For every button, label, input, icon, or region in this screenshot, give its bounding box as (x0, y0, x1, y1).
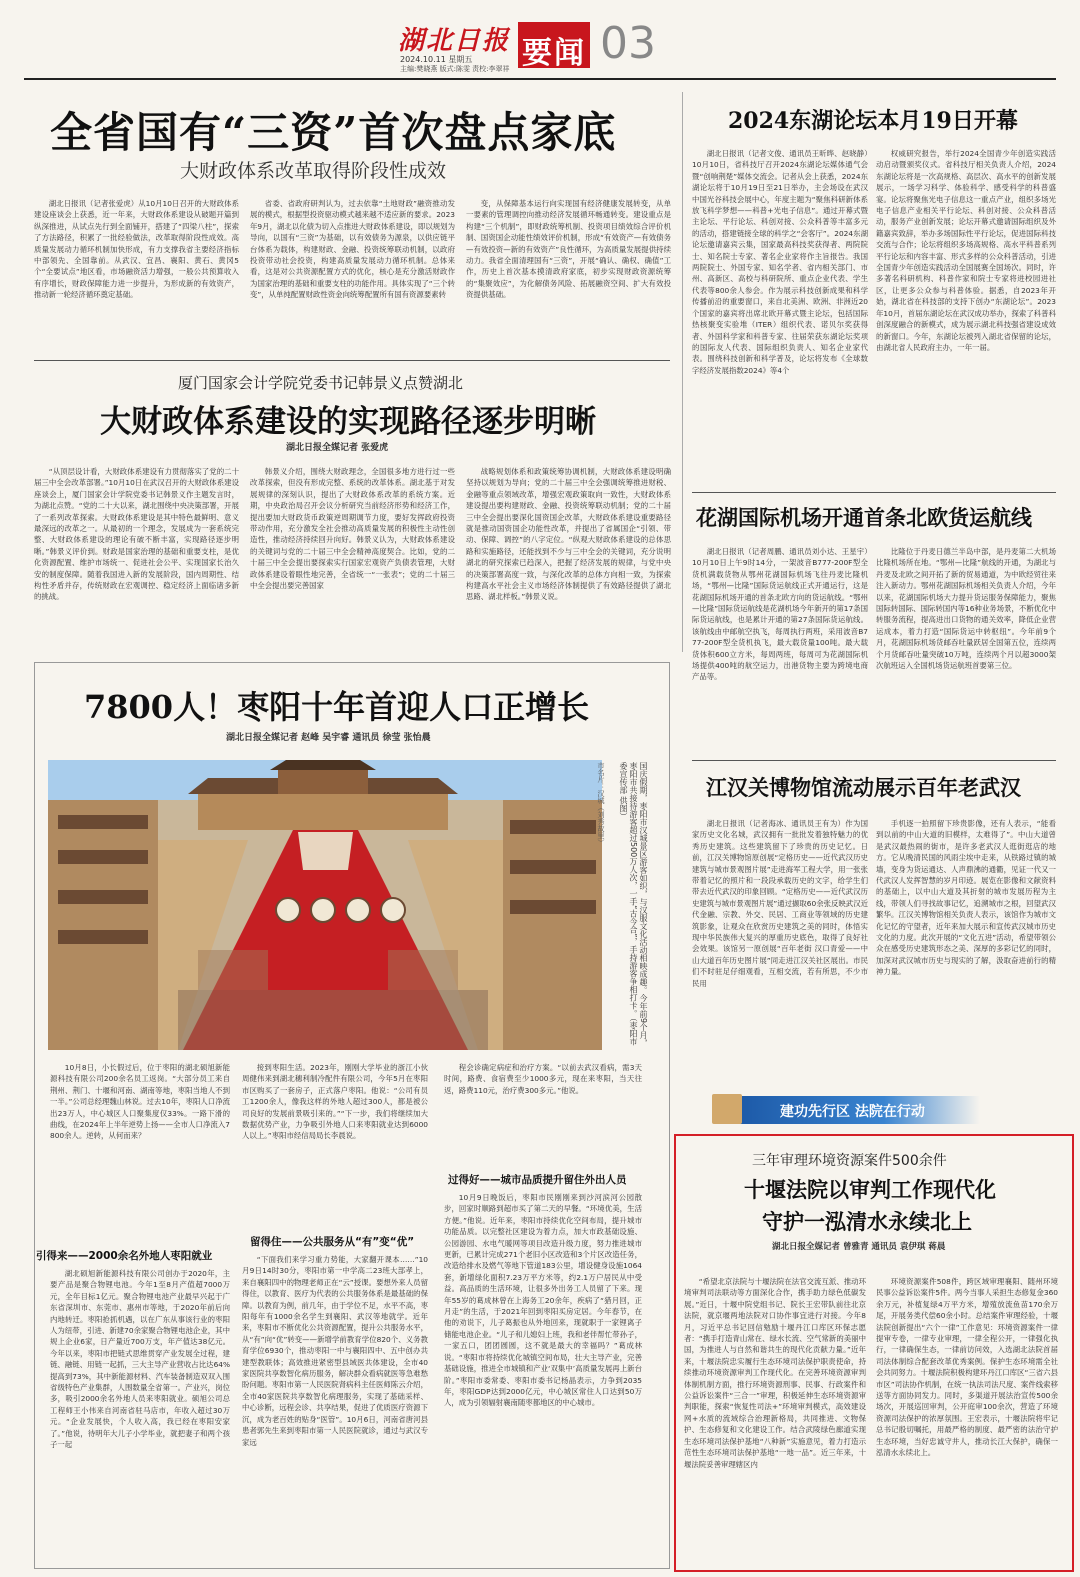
photo-caption-text: 国庆假期，枣阳市汉城景区游客如织，与汉服文化活动相映成趣。今年前9个月，枣阳市共接待游客超过500万人次，一手“古今合”，手持游客争相打卡。（枣阳市委宣传部 供图） (619, 762, 648, 1048)
court-col1: “希望北京法院与十堰法院在法官交流互派、推动环境审判司法联动等方面深化合作，携手助力绿色低碳发展。”近日，十堰中院党组书记、院长王宏带队前往北京法院，就京堰两地法院对口协作事宜进行对接。今年8月，习近平总书记回信勉励十堰丹江口库区环保志愿者：“携手打造青山常在、绿水长流、空气常新的美丽中国，为推进人与自然和谐共生的现代化贡献力量。”近年来，十堰法院忠实履行生态环境司法保护职责使命，持续推动环境资源审判工作现代化。在完善环境资源审判体制机制方面，推行环境资源刑事、民事、行政案件和公益诉讼案件“三合一”审理，积极延伸生态环境资源审判职能，探索“恢复性司法+”环境审判模式，高效建设网+水质的流域综合治理新格局，共同推进、文物保护、生态修复和文化建设工作。结合武陵绿色廊道实现生态环境司法保护基地“八种新”实施意见，着力打造示范性生态环境司法保护基地“一地一品”。近三年来，十堰法院妥善审理辖区内 (684, 1277, 866, 1469)
jianghan-col1: 湖北日报讯（记者海冰、通讯员王有为）作为国家历史文化名城，武汉拥有一批批发着独特魅力的优秀历史建筑。这些建筑留下了珍贵的历史记忆。日前，江汉关博物馆原创展“定格历史——近代武汉历史建筑与城市景观图片展”走进海军工程大学，用一张张带着记忆的照片和一段段承载历史的文字，给学生们带去近代武汉的印象回顾。“定格历史——近代武汉历史建筑与城市景观图片展”通过撷取60余张反映武汉近代金融、宗教、外交、民居、工商业等领域的历史建筑影象，让观众在欣赏历史建筑之美的同时，体悟实现中华民族伟大复兴的厚重历史底色，取得了良好社会效果。该馆另一原创展“百年老街 汉口青爱——中山大道百年历史图片展”同走进江汉关社区展出。市民们不时驻足仔细观看，互相交流，若有所思，不少市民用 (692, 819, 868, 988)
section-name: 要闻 (522, 36, 586, 71)
zaoyang-headline: 7800人！枣阳十年首迎人口正增长 (84, 688, 590, 726)
photo-caption-sub-text: 市名片：汉城（刘秀故里） (597, 762, 605, 846)
zaoyang-photo-caption (608, 762, 648, 1052)
masthead (0, 0, 1080, 78)
lead-subhead: 大财政体系改革取得阶段性成效 (180, 160, 447, 182)
huahu-col1: 湖北日报讯（记者周鹏、通讯员刘小达、王星宇）10月10日上午9时14分，一架波音B777-200F型全货机满载货物从鄂州花湖国际机场飞往丹麦比隆机场，“鄂州—比隆”国际货运航线正式开通运行，这是花湖国际机场开通的首条北欧方向的货运航线。“鄂州—比隆”国际货运航线是花湖机场今年新开的第17条国际货运航线，也是累计开通的第27条国际货运航线。该航线由中邮航空执飞，每周执行两班，采用波音B777-200F型全货机执飞，最大载货量100吨。最大载货体积600立方米，每周两班，每周可为花湖国际机场提供400吨的航空运力，出港货物主要为跨境电商产品等。 (692, 547, 868, 682)
zaoyang-col2b: “下面我们来学习重力势能，大家翻开课本……”10月9日14时30分，枣阳市第一中学高二23班大部孝上，来自襄阳四中的物理老师正在“云”授课。要想外来人员留得住，以教育、医疗为代表的公共服务体系是最基础的保障。以教育为例，前几年，由于学位不足，水平不高，枣阳每年有1000余名学生到襄阳、武汉等地就学。近年来，枣阳市不断优化公共资源配置，提升公共服务水平，从“有”向“优”转变——新增学前教育学位820个、义务教育学位6930个，推动枣阳一中与襄阳四中、五中创办共建型教联体；高效推进紧密型县域医共体建设，全市40家医院共享数智化病历服务，解决群众看病就医等急难愁盼问题。枣阳市第一人民医院肾病科主任医师陈云介绍，全市40家医院共享数智化病理服务，实现了基础采样、中心诊断，远程会诊、共享结果，促进了优质医疗资源下沉，成为老百姓的贴身“医管”。10月6日，河南省唐河县患者郭先生来到枣阳市第一人民医院就诊，通过与武汉专家远 (242, 1255, 428, 1447)
donghu-headline: 2024东湖论坛本月19日开幕 (728, 108, 1018, 134)
huahu-headline: 花湖国际机场开通首条北欧货运航线 (696, 505, 1032, 530)
zaoyang-col1b: 湖北硕旭新能源科技有限公司创办于2020年，主要产品是聚合物锂电池。今年1至8月产值超7000万元，全年目标1亿元。聚合物锂电池产业最早兴起于广东省深圳市、东莞市、惠州市等地，于2020年前后向内地转迁。枣阳抢抓机遇，以在广东从事该行业的枣阳人为纽带，引进、新建70余家聚合物锂电池企业，其中规上企业6家，日产量近700万支，年产值达38亿元。今年以来，枣阳市把链式思维贯穿产业发展全过程，建链、融链、用链一起抓，三大主导产业营收占比达64%提高到73%，其中新能源材料、汽车装备制造双双入围省级特色产业集群，人围数量全省第一。产业兴，岗位多，吸引2000余名外地人员来枣阳就业。硕旭公司总工程师王小伟来自河南省驻马店市，年收入超过30万元。“企业发展快，个人收入高，我已经在枣阳安家了。”他说，待明年大儿子小学毕业，就把妻子和两个孩子一起 (50, 1269, 230, 1450)
zaoyang-byline: 湖北日报全媒记者 赵峰 吴宇睿 通讯员 徐莹 张怡晨 (226, 733, 431, 743)
zaoyang-photo-caption-sub (596, 762, 606, 1052)
xiamen-col1: “从顶层设计看，大财政体系建设有力贯彻落实了党的二十届三中全会改革部署。”10月10日在武汉召开的大财政体系建设座谈会上，厦门国家会计学院党委书记韩景义作主题发言时，为湖北点赞。“党的二十大以来，湖北围绕中央决策部署，开展了一系列改革探索。大财政体系建设是其中特色最鲜明、意义最深远的改革之一。从最初的一个理念，发展成为一套系统完整、大财政体系建设的理论有破不断丰富，实现路径逐步明晰。”韩景义评价到。财政是国家治理的基础和重要支柱，是优化资源配置、维护市场统一、促进社会公平、实现国家长治久安的制度保障。随着我国进入新的发展阶段，国内周期性、结构性矛盾并存，传统财政在宏观调控、稳定经济上面临诸多新的挑战。 (34, 467, 239, 602)
zaoyang-col2: 接到枣阳生活。2023年，刚刚大学毕业的浙江小伙周健伟来到湖北穗利制冷配件有限公司，今年5月在枣阳市区购买了一套房子，正式落户枣阳。他说：“公司有员工1200余人，像我这样的外地人超过300人，都是被公司良好的发展前景吸引来的。”“下一步，我们将继续加大数据优势产业，力争吸引外地人口来枣阳就业达到6000人以上。”枣阳市经信局局长李晨说。 (242, 1063, 428, 1141)
huahu-col2: 比隆位于丹麦日德兰半岛中部，是丹麦第二大机场比隆机场所在地。“鄂州—比隆”航线的开通，为湖北与丹麦及北欧之间开拓了新的贸易通道，为中欧经贸往来注入新动力。鄂州花湖国际机场相关负责人介绍，今年以来，花湖国际机场大力提升货运服务保障能力，聚焦国际转国际、国际转国内等16种业务场景，不断优化中转服务流程，提高进出口货物的通关效率，降低企业营运成本，着力打造“国际货运中转枢纽”。今年前9个月，花湖国际机场货邮吞吐量跃居全国第五位，连续两个月货邮吞吐量突破10万吨，连续两个月以超3000架次航班运入全国机场货运航班首要第三位。 (876, 547, 1056, 671)
section-label (518, 22, 590, 71)
xiamen-byline: 湖北日报全媒记者 张爱虎 (286, 443, 389, 453)
court-kicker: 三年审理环境资源案件500余件 (752, 1153, 947, 1169)
lead-col1: 湖北日报讯（记者张爱虎）从10月10日召开的大财政体系建设座谈会上获悉，近一年来，大财政体系建设从破题开篇到纵深推进，从试点先行到全面铺开，搭建了“四梁八柱”，探索了方法路径，积累了一批经验做法，改革取得阶段性成效。高质量发展动力循环机制加快形成，有力支撑我省主要经济指标中部领先、全国靠前。从武汉、宜昌、襄阳、黄石、黄冈5个“全要试点”地区看，市场融资活力增强，一般公共预算收入有序增长，财政保障能力进一步提升，为形成新的有效资产，推动新一轮经济循环奠定基础。 (34, 199, 239, 300)
zaoyang-col3: 程会诊确定病症和治疗方案。“以前去武汉看病，需3天时间，路费、食宿费至少1000多元，现在来枣阳，当天往返，路费110元，治疗费300多元。”他说。 (444, 1063, 642, 1095)
court-byline: 湖北日报全媒记者 曾雅青 通讯员 袁伊琪 蒋晨 (772, 1242, 946, 1252)
court-banner (740, 1096, 980, 1124)
court-banner-text: 建功先行区 法院在行动 (780, 1104, 925, 1120)
zaoyang-sect3: 过得好——城市品质提升留住外出人员 (448, 1174, 627, 1186)
xiamen-col2: 韩景义介绍，围绕大财政理念，全国很多地方进行过一些改革探索，但没有形成完整、系统的改革体系。湖北基于对发展规律的深刻认识，提出了大财政体系改革的系统方案。近期，中央政治局召开会议分析研究当前经济形势和经济工作，提出要加大财政货币政策逆周期调节力度，要好发挥政府投资带动作用，充分激发全社会推动高质量发展的积极性主动性创造性，推动经济持续回升向好。韩景义认为，大财政体系建设的关键词与党的二十届三中全会精神高度契合。比如，党的二十届三中全会提出要探索实行国家宏观资产负债表管理，大财政体系建设着眼性地完善，全省统一“一张表”；党的二十届三中全会提出要完善国家 (250, 467, 455, 591)
court-headline-line1: 十堰法院以审判工作现代化 (744, 1177, 996, 1202)
jianghan-headline: 江汉关博物馆流动展示百年老武汉 (706, 775, 1021, 800)
court-headline-line2: 守护一泓清水永续北上 (762, 1209, 972, 1234)
donghu-col1: 湖北日报讯（记者文俊、通讯员王昕晔、赵晓静）10月10日，省科技厅召开2024东湖论坛媒体通气会暨“创响荆楚”媒体交流会。记者从会上获悉，2024东湖论坛将于10月19日至21日举办，主会场设在武汉中国光谷科技会展中心，年度主题为“聚焦科研新体系 放飞科学梦想——科普+光电子信息”。通过开幕式暨主论坛、平行论坛、科创对接、公众科普等丰富多元的活动，搭建链接全球的科学之“会客厅”。2024东湖论坛邀请嘉宾云集，国家最高科技奖获得者、两院院士、知名院士专家、著名企业家将作主旨报告。我国两院院士、外国专家、知名学者、省内相关部门、市州、高新区、高校与科研院所、重点企业代表、学生代表等800余人参会。作为展示科技创新成果和科学传播前沿的重要窗口，来自北美洲、欧洲、非洲近20个国家的嘉宾将出席北欧开幕式暨主论坛，包括国际热核聚变实验堆（ITER）组织代表、诺贝尔奖获得者、外国科学家和科普专家、往届荣获东湖论坛奖项的国际友人代表、国际组织负责人、知名企业家代表。围绕科技创新和科学普及，论坛将发布《全球数字经济发展指数2024》等4个 (692, 149, 868, 375)
photo-festival-square (48, 760, 602, 1050)
masthead-date: 2024.10.11 星期五 (400, 55, 473, 64)
donghu-col2: 权威研究报告，举行2024全国青少年创造实践活动启动暨颁奖仪式。省科技厅相关负责人介绍，2024东湖论坛将是一次高规格、高层次、高水平的创新发展展示，一场学习科学、体验科学、感受科学的科普盛宴。论坛将聚焦光电子信息这一重点产业，组织多场光电子信息产业相关平行论坛、科创对接、公众科普活动，服务产业创新发展；论坛开幕式邀请国际组织及外籍嘉宾致辞，举办多场国际性平行论坛，促进国际科技交流与合作；论坛将组织多场高规格、高水平科普系列平行论坛和内容丰富、形式多样的公众科普活动，引进全国青少年创造实践活动全国展赛全国场次。同时，许多著名科研机构、科普作家和院士专家将进校园进社区，让更多公众参与科普体验。据悉，自2023年开始，湖北省在科技部的支持下创办“东湖论坛”。2023年10月，首届东湖论坛在武汉成功举办，探索了科普科创深度融合的新模式，成为展示湖北科技强省建设成效的新窗口。今年，东湖论坛被列入湖北省保留的论坛，由湖北省人民政府主办，一年一届。 (876, 149, 1056, 352)
jianghan-col2: 手机逐一拍照留下珍贵影像，还有人表示，“能看到以前的中山大道的旧模样，太难得了”。中山大道曾是武汉最热闹的街市，是许多老武汉人逛街逛店的地方。它从晚清民国的风雨尘埃中走来，从铁路过镇的城墙，变身为货运通达、人声鼎沸的通衢，见证一代又一代武汉人发挥智慧的岁月印迹。展览在影像和文献资料的基础上，以中山大道及其折射的城市发展历程为主线，带领人们寻找故事记忆，追溯城市之根，回望武汉繁华。江汉关博物馆相关负责人表示，该馆作为城市文化记忆的守望者，近年来加大展示和宣传武汉城市历史文化的力度。此次开展的“文化五进”活动，希望带领公众在感受历史建筑形态之美、深厚的多彩记忆的同时，加深对武汉城市历史与现实的了解，汲取奋进前行的精神力量。 (876, 819, 1056, 977)
lead-col3: 变，从保障基本运行向实现国有经济健康发展转变，从单一要素的管理调控向推动经济发展循环畅通转变。建设重点是构建“三个机制”，即财政统筹机制、投资项目绩效综合评价机制、国资国企动能性绩效评价机制，形成“有效资产—有效债务—有效投资—新的有效资产”良性循环，为高质量发展提供持续动力。我省全面清理国有“三资”，开展“确认、确权、确值”工作，历史上首次基本摸清政府家底，初步实现财政资源统筹的“集聚效应”，为化解债务风险、拓展融资空间、扩大有效投资提供基础。 (466, 199, 671, 300)
masthead-editors: 主编:樊晓燕 版式:陈雯 责校:李翠祥 (400, 65, 510, 73)
xiamen-headline: 大财政体系建设的实现路径逐步明晰 (100, 404, 596, 440)
zaoyang-col3b: 10月9日晚饭后，枣阳市民刚刚来到沙河滨河公园散步，回家时顺路到超市买了第二天的早餐。“环境优美，生活方便。”他说。近年来，枣阳市持续优化空间布局，提升城市功能品质。以完整社区建设为着力点，加大市政基础设施、公园游园、水电气暖网等项目改造升级力度，努力推进城市更新，已累计完成271个老旧小区改造和3个片区改造任务，改造给排水及燃气等地下管道183公里，增设健身设施1064套，新增绿化面积7.23万平方米等，约2.1万户居民从中受益。高品质的生活环境，让很多外出务工人员留了下来。现年55岁的葛成林曾在上海务工20余年，疾病了“猎月回，正月走”的生活，于2021年回到枣阳买房定居。今年春节，在他的劝说下，儿子葛振也从外地回来，现就职于一家锂离子储能电池企业。“儿子和儿媳妇上班，我和老伴帮忙带孙子，一家五口，团团圆圆，这不就是最大的幸福吗？”葛成林说。“枣阳市将持续优化城镇空间布局，壮大主导产业，完善基础设施，推进全市城镇和产业‘双集中’高质量发展再上新台阶。”枣阳市委常委、枣阳市委书记杨晶表示，力争到2035年，枣阳GDP达到2000亿元，中心城区常住人口达到50万人，成为引领辐射襄南随枣都地区的中心城市。 (444, 1193, 642, 1408)
masthead-logo: 湖北日报 (398, 26, 511, 56)
zaoyang-photo (48, 760, 602, 1050)
xiamen-col3: 战略规划体系和政策统筹协调机制，大财政体系建设明确坚持以规划为导向；党的二十届三中全会强调统筹推进财税、金融等重点领域改革，增强宏观政策取向一致性，大财政体系建设提出要构建财政、金融、投资统筹联动机制；党的二十届三中全会提出要深化国资国企改革，大财政体系建设重要路径就是推动国资国企功能性改革，并提出了省属国企“引领、带动、保障、调控”的八字定位。“纵观大财政体系建设的总体思路和实施路径，还能找到不少与三中全会的关键词，充分说明湖北的研究探索已趋深入，把握了经济发展的规律，与党中央的决策部署高度一致，与深化改革的总体方向相一致，为探索构建高水平社会主义市场经济体制提供了有效路径提供了湖北思路、湖北样板。”韩景义说。 (466, 467, 671, 602)
zaoyang-sect2: 留得住——公共服务从“有”变“优” (250, 1236, 415, 1248)
zaoyang-col1a: 10月8日，小长假过后，位于枣阳的湖北硕旭新能源科技有限公司200余名员工返岗。“大部分员工来自荆州、荆门、十堰和河南、湖南等地，枣阳当地人不到一半。”公司总经理魏山林说。过去10年，枣阳人口净流出23万人，中心城区人口聚集度仅33%。一路下滑的曲线，在2024年上半年逆势上扬——全市人口净流入7800余人。逆转，从何而来？ (50, 1063, 230, 1141)
lead-col2: 省委、省政府研判认为，过去依靠“土地财政”融资推动发展的模式，根据型投资驱动模式越来越不适应新的要求。2023年9月，湖北以化债为切入点推进大财政体系建设，即以规划为导向，以国有“三资”为基础，以有效债务为源泉，以供应链平台体系为载体，构建财政、金融、投资统筹联动机制，以政府投资带动社会投资，构建高质量发展动力循环机制。总体来看，这是对公共资源配置方式的优化，核心是充分激活财政作为国家治理的基础和重要支柱的功能作用。具体实现了“三个转变”，从单纯配置财政性资金向统筹配置所有国有资源要素转 (250, 199, 455, 300)
page-number: 03 (600, 18, 656, 69)
lead-headline: 全省国有“三资”首次盘点家底 (50, 108, 617, 157)
court-col2: 环境资源案件508件，跨区域审理襄阳、随州环境民事公益诉讼案件5件。两今当事人采担生态修复金360余万元，补植复绿4万平方米，增殖放流鱼苗170余万尾，开展务类代偿60余小时。总结案件审理经验，十堰法院创新提出“六个一律”工作意见：环境资源案件一律提审专卷，一律专业审理，一律全程公开，一律强化执行，一律确保生态，一律前访问效，入选湖北法院首届司法体制综合配套改革优秀案例。保护生态环境需全社会共同努力。十堰法院积极构建环丹江口库区“三省六县市区”司法协作机制，在统一执法司法尺度、案件线索移送等方面协同发力。同时，多渠道开展法治宣传500余场次，开展巡回审判，公开庭审100余次，营造了环境资源司法保护的浓厚氛围。王宏表示，十堰法院将牢记总书记殷切嘱托，用最严格的制度、最严密的法治守护生态环境，当好忠诚守井人，推动长江大保护，确保一泓清水永续北上。 (876, 1277, 1058, 1458)
xiamen-kicker: 厦门国家会计学院党委书记韩景义点赞湖北 (178, 374, 464, 392)
zaoyang-sect1: 引得来——2000余名外地人枣阳就业 (36, 1250, 213, 1262)
court-banner-emblem (712, 1094, 742, 1124)
